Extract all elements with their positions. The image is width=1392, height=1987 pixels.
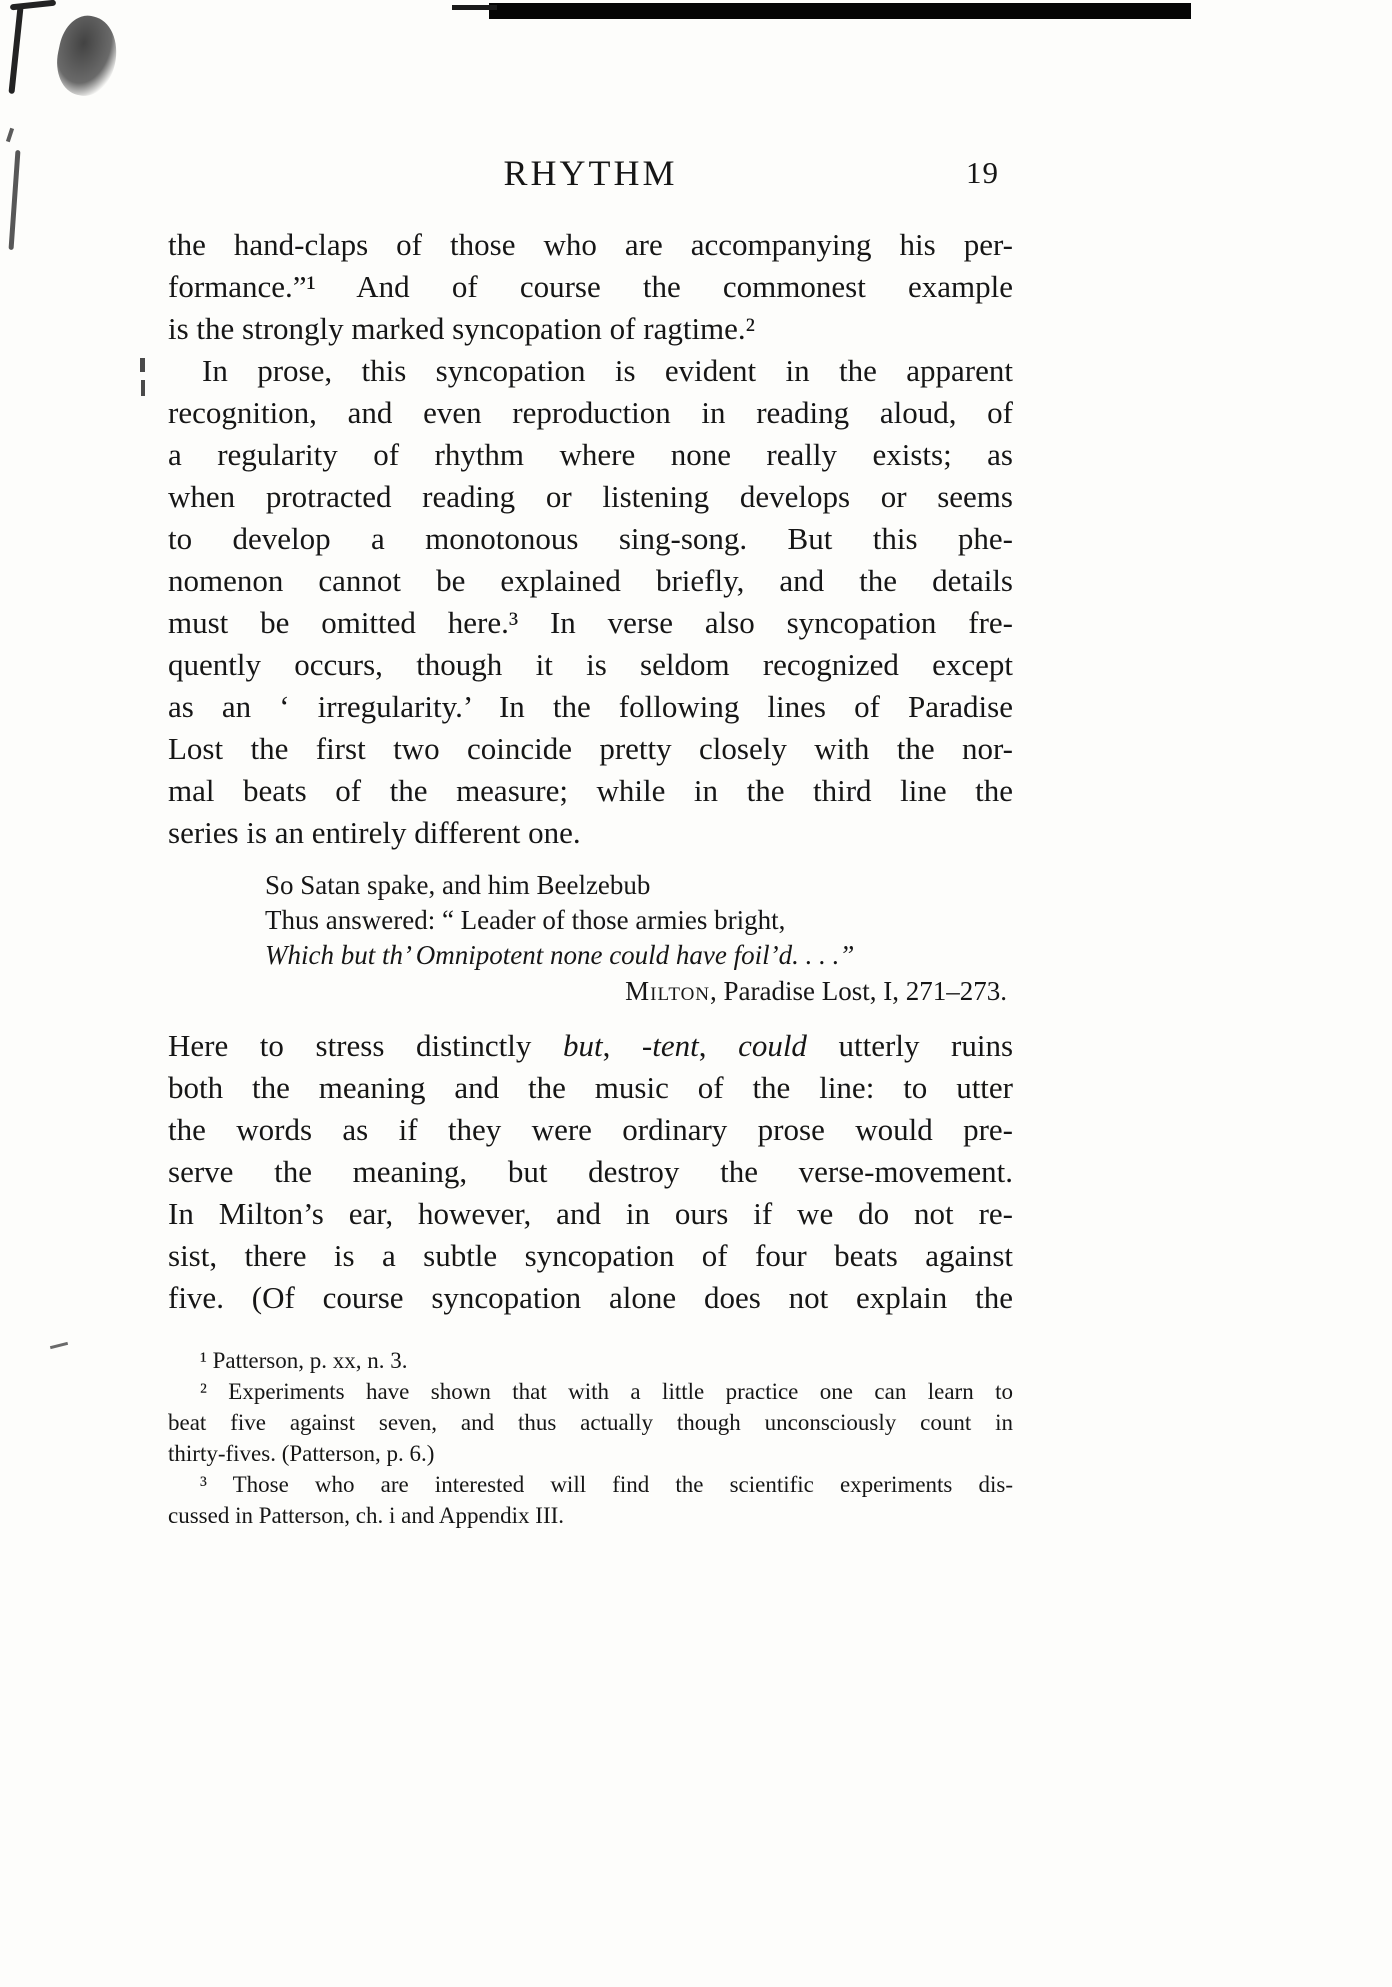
- text-line: ¹ Patterson, p. xx, n. 3.: [200, 1348, 408, 1373]
- text-line: is the strongly marked syncopation of ragtime.²: [168, 311, 755, 346]
- verse-attribution: [265, 974, 1013, 1009]
- text-segment-italic: -tent: [641, 1028, 699, 1063]
- scan-artifact-pen-stroke: [10, 0, 56, 10]
- scan-artifact-mark: [141, 380, 145, 396]
- scan-artifact-smudge: [50, 11, 123, 101]
- attribution-source: , Paradise Lost, I, 271–273.: [710, 976, 1007, 1006]
- text-line: as an ‘ irregularity.’ In the following lines of Paradise: [168, 689, 1013, 724]
- text-line: In prose, this syncopation is evident in the apparent: [202, 353, 1013, 388]
- scan-artifact-pen-stroke: [9, 150, 21, 250]
- text-line: five. (Of course syncopation alone does not explain the: [168, 1280, 1013, 1315]
- paragraph-3: [168, 1025, 1013, 1319]
- text-line: cussed in Patterson, ch. i and Appendix III.: [168, 1503, 565, 1528]
- text-line: Lost the first two coincide pretty closely with the nor-: [168, 731, 1013, 766]
- text-line: formance.”¹ And of course the commonest example: [168, 269, 1013, 304]
- text-line: nomenon cannot be explained briefly, and the details: [168, 563, 1013, 598]
- text-line: both the meaning and the music of the line: to utter: [168, 1070, 1013, 1105]
- page-content: [168, 152, 1013, 1531]
- footnote-3: [168, 1469, 1013, 1531]
- scan-artifact-pen-stroke: [8, 6, 23, 94]
- scan-artifact-top-bar: [489, 3, 1191, 19]
- text-segment-italic: but: [562, 1028, 603, 1063]
- page-header: [168, 152, 1013, 198]
- text-line: sist, there is a subtle syncopation of four beats against: [168, 1238, 1013, 1273]
- body-text: [168, 224, 1013, 1531]
- text-segment: Here to stress distinctly: [168, 1028, 563, 1063]
- verse-line: So Satan spake, and him Beelzebub: [265, 870, 651, 900]
- scan-artifact-mark: [6, 128, 14, 143]
- footnote-1: [168, 1345, 1013, 1376]
- text-line: to develop a monotonous sing-song. But this phe-: [168, 521, 1013, 556]
- text-line: ² Experiments have shown that with a little practice one can learn to: [200, 1379, 1013, 1404]
- text-line: beat five against seven, and thus actually though unconsciously count in: [168, 1410, 1013, 1435]
- scan-artifact-mark: [140, 358, 145, 372]
- running-title: RHYTHM: [503, 153, 678, 193]
- text-line: series is an entirely different one.: [168, 815, 581, 850]
- text-line: when protracted reading or listening develops or seems: [168, 479, 1013, 514]
- text-segment: utterly ruins: [806, 1028, 1014, 1063]
- text-line: recognition, and even reproduction in reading aloud, of: [168, 395, 1013, 430]
- scan-artifact-top-bar-tail: [452, 5, 497, 10]
- verse-line-italic: Which but th’ Omnipotent none could have foil’d. . . .”: [265, 940, 855, 970]
- scan-artifact-mark: [50, 1342, 68, 1349]
- text-line: the words as if they were ordinary prose would pre-: [168, 1112, 1013, 1147]
- text-line: the hand-claps of those who are accompanying his per-: [168, 227, 1013, 262]
- footnotes: [168, 1345, 1013, 1531]
- text-segment-italic: could: [738, 1028, 807, 1063]
- attribution-author: Milton: [625, 976, 711, 1006]
- text-line: In Milton’s ear, however, and in ours if we do not re-: [168, 1196, 1013, 1231]
- text-line: serve the meaning, but destroy the verse-movement.: [168, 1154, 1013, 1189]
- page-number: 19: [966, 155, 999, 190]
- text-line: must be omitted here.³ In verse also syncopation fre-: [168, 605, 1013, 640]
- text-line: mal beats of the measure; while in the third line the: [168, 773, 1013, 808]
- paragraph-2: [168, 350, 1013, 854]
- text-segment: ,: [698, 1028, 739, 1063]
- paragraph-3-continued: [168, 1067, 1013, 1319]
- verse-line: Thus answered: “ Leader of those armies bright,: [265, 905, 786, 935]
- text-line: ³ Those who are interested will find the scientific experiments dis-: [200, 1472, 1013, 1497]
- verse-quotation: [265, 868, 1013, 1009]
- footnote-2: [168, 1376, 1013, 1469]
- text-line: thirty-fives. (Patterson, p. 6.): [168, 1441, 435, 1466]
- text-line-mixed: [168, 1025, 1013, 1067]
- paragraph-1: [168, 224, 1013, 350]
- text-line: quently occurs, though it is seldom recognized except: [168, 647, 1013, 682]
- text-line: a regularity of rhythm where none really exists; as: [168, 437, 1013, 472]
- text-segment: ,: [602, 1028, 642, 1063]
